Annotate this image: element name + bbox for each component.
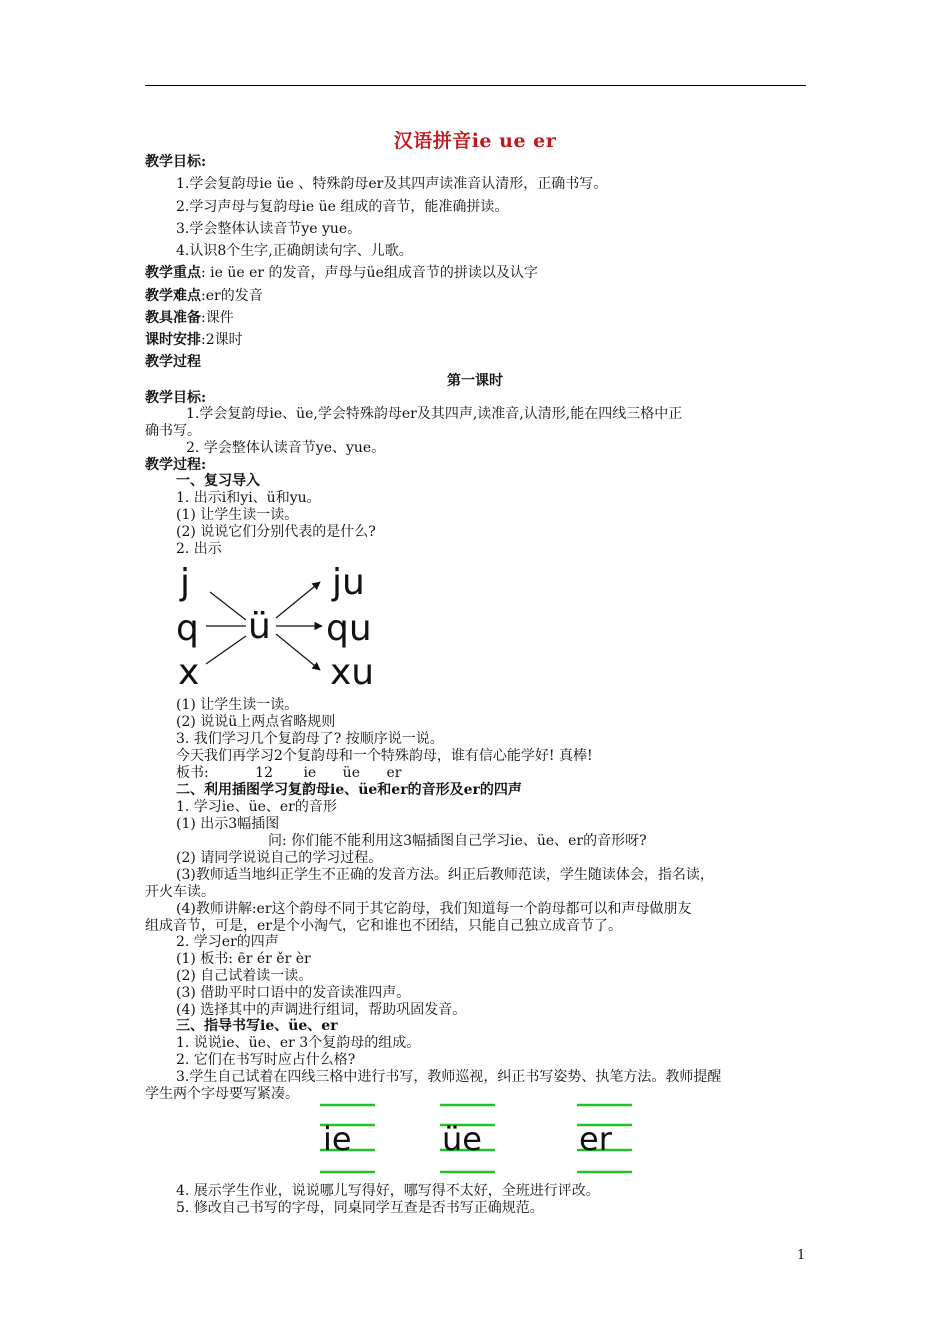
arrow-to-ju [276,582,320,618]
section-line: (3)教师适当地纠正学生不正确的发音方法。纠正后教师范读，学生随读体会，指名读， [176,867,714,883]
section-line: 开火车读。 [145,884,215,900]
initial-x: x [178,652,200,693]
process-heading: 教学过程 [145,354,201,370]
syllable-ju: ju [332,562,365,603]
writing-sample-ue: üe [442,1120,482,1158]
goal-item: 2.学习声母与复韵母ie üe 组成的音节，能准确拼读。 [176,199,509,215]
section-line: (2) 请同学说说自己的学习过程。 [176,850,383,866]
section-line: 问: 你们能不能利用这3幅插图自己学习ie、üe、er的音形呀? [268,833,647,849]
section-line: 3.学生自己试着在四线三格中进行书写，教师巡视，纠正书写姿势、执笔方法。教师提醒 [176,1069,722,1085]
section-line: 5. 修改自己书写的字母，同桌同学互查是否书写正确规范。 [176,1200,544,1216]
writing-sample-ie: ie [323,1120,352,1158]
connector-x [206,636,246,664]
difficulty: 教学难点:er的发音 [145,288,263,304]
section-heading: 二、利用插图学习复韵母ie、üe和er的音形及er的四声 [176,782,522,798]
lesson-process-heading: 教学过程: [145,457,207,473]
section-line: 4. 展示学生作业，说说哪儿写得好，哪写得不太好，全班进行评改。 [176,1183,600,1199]
writing-sample-er: er [579,1120,612,1158]
section-line: 今天我们再学习2个复韵母和一个特殊韵母，谁有信心能学好! 真棒! [176,748,593,764]
page-number: 1 [797,1248,806,1263]
lesson-goal-1-cont: 确书写。 [145,423,201,439]
syllable-qu: qu [326,608,372,649]
section-heading: 一、复习导入 [176,473,260,489]
goal-item: 4.认识8个生字,正确朗读句字、儿歌。 [176,243,413,259]
goal-item: 3.学会整体认读音节ye yue。 [176,221,362,237]
connector-j [210,592,246,620]
section-line: 2. 出示 [176,541,222,557]
section-line: (1) 让学生读一读。 [176,507,299,523]
arrow-to-xu [276,634,320,670]
section-line: (4) 选择其中的声调进行组词，帮助巩固发音。 [176,1002,467,1018]
section-line: 1. 学习ie、üe、er的音形 [176,799,337,815]
goals-heading: 教学目标: [145,154,207,170]
section-line: 1. 出示i和yi、ü和yu。 [176,490,321,506]
pinyin-combination-diagram [170,560,390,695]
section-line: 1. 说说ie、üe、er 3个复韵母的组成。 [176,1035,421,1051]
goal-item: 1.学会复韵母ie üe 、特殊韵母er及其四声读准音认清形，正确书写。 [176,176,608,192]
board-writing: 板书: 12 ie üe er [176,765,402,781]
lesson-heading: 第一课时 [447,373,503,389]
section-line: (1) 让学生读一读。 [176,697,299,713]
initial-j: j [180,562,191,603]
header-rule [145,85,806,86]
section-line: 组成音节，可是，er是个小淘气，它和谁也不团结，只能自己独立成音节了。 [145,918,622,934]
final-u-umlaut: ü [248,606,271,647]
section-heading: 三、指导书写ie、üe、er [176,1018,338,1034]
section-line: (2) 说说它们分别代表的是什么? [176,524,376,540]
four-line-writing-samples [315,1100,640,1180]
section-line: (1) 出示3幅插图 [176,816,280,832]
lesson-goal-1: 1.学会复韵母ie、üe,学会特殊韵母er及其四声,读准音,认清形,能在四线三格中正 [186,406,683,422]
schedule: 课时安排:2课时 [145,332,243,348]
document-title: 汉语拼音ie ue er [393,130,557,152]
lesson-goals-heading: 教学目标: [145,390,207,406]
section-line: (2) 说说ü上两点省略规则 [176,714,336,730]
section-line: 2. 学习er的四声 [176,934,279,950]
key-points: 教学重点: ie üe er 的发音，声母与üe组成音节的拼读以及认字 [145,265,538,281]
section-line: (2) 自己试着读一读。 [176,968,313,984]
lesson-goal-2: 2. 学会整体认读音节ye、yue。 [186,440,386,456]
section-line: 3. 我们学习几个复韵母了? 按顺序说一说。 [176,731,444,747]
section-line: (3) 借助平时口语中的发音读准四声。 [176,985,411,1001]
initial-q: q [176,608,199,649]
section-line: 2. 它们在书写时应占什么格? [176,1052,356,1068]
materials: 教具准备:课件 [145,310,234,326]
section-line: 学生两个字母要写紧凑。 [145,1086,299,1102]
section-line: (1) 板书: ēr ér ěr èr [176,951,311,967]
section-line: (4)教师讲解:er这个韵母不同于其它韵母，我们知道每一个韵母都可以和声母做朋友 [176,901,692,917]
syllable-xu: xu [330,652,375,693]
